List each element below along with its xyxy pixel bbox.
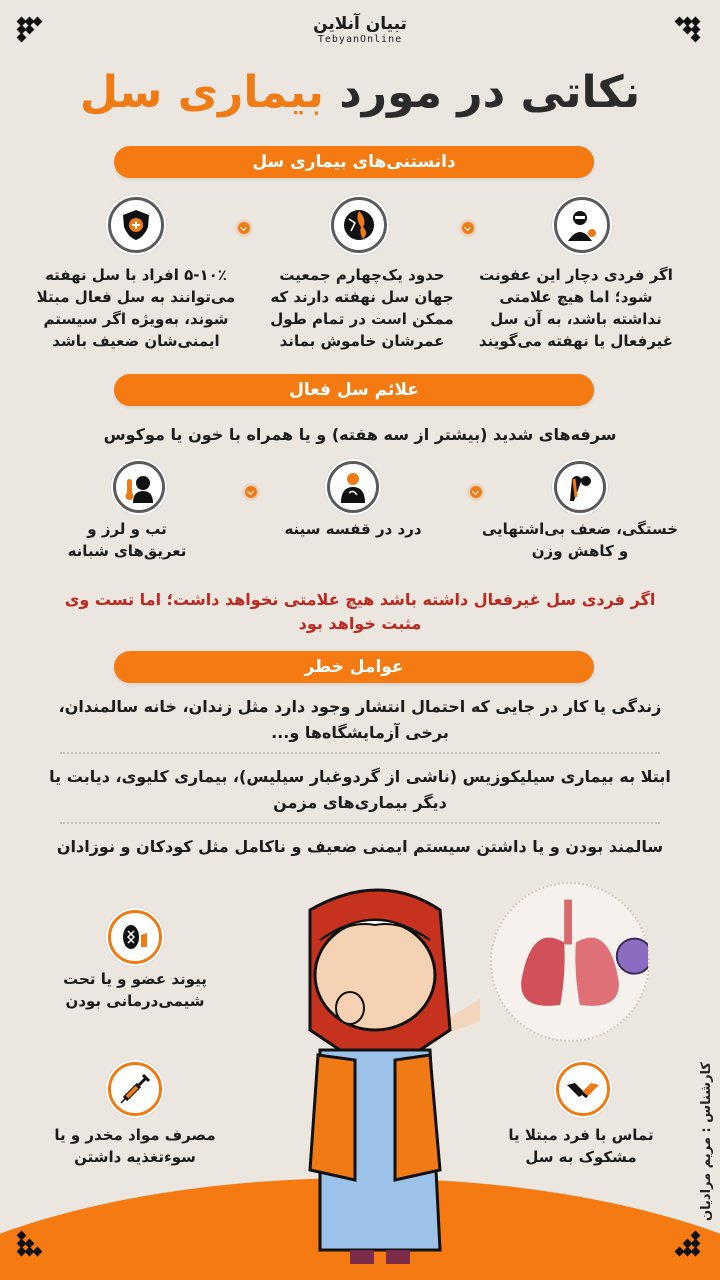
logo-persian: تبیان آنلاین	[313, 14, 407, 34]
chest-pain-icon	[327, 461, 379, 513]
syringe-icon	[108, 1062, 162, 1116]
lungs-illustration	[490, 882, 650, 1042]
coughing-woman-illustration	[280, 880, 480, 1270]
risk-transplant-text: پیوند عضو و یا تحت شیمی‌درمانی بودن	[63, 970, 207, 1010]
fact-text-latent: اگر فردی دچار این عفونت شود؛ اما هیچ علامتی نداشته باشد، به آن سل غیرفعال یا نهفته می‌گویند	[478, 266, 674, 350]
symptom-cough-text: سرفه‌های شدید (بیشتر از سه هفته) و یا همراه با خون یا موکوس	[103, 425, 617, 444]
section-heading-facts: دانستنی‌های بیماری سل	[114, 146, 594, 178]
handshake-icon	[556, 1062, 610, 1116]
risk-drugs-text: مصرف مواد مخدر و یا سوءتغذیه داشتن	[54, 1126, 216, 1166]
symptom-fatigue-text: خستگی، ضعف بی‌اشتهایی و کاهش وزن	[481, 520, 679, 560]
title-accent-part: بیماری سل	[79, 67, 324, 118]
fatigue-icon	[554, 461, 606, 513]
section-heading-risks: عوامل خطر	[114, 651, 594, 683]
divider	[60, 822, 660, 824]
chevron-down-icon	[245, 486, 257, 498]
risk-contact-text: تماس با فرد مبتلا یا مشکوک به سل	[508, 1126, 654, 1166]
fact-text-quarter-world: حدود یک‌چهارم جمعیت جهان سل نهفته دارند که ممکن است در تمام طول عمرشان خاموش بماند	[270, 266, 454, 350]
chevron-down-icon	[470, 486, 482, 498]
section-heading-symptoms: علائم سل فعال	[114, 374, 594, 406]
divider	[60, 752, 660, 754]
logo-latin: TebyanOnline	[317, 34, 403, 45]
risk-item-crowded-places: زندگی یا کار در جایی که احتمال انتشار وجود دارد مثل زندان، خانه سالمندان، برخی آزمایشگاه‌ها و...	[58, 697, 662, 742]
fever-thermometer-icon	[113, 461, 165, 513]
title-dark-part: نکاتی در مورد	[339, 67, 641, 118]
symptom-chest-pain-text: درد در قفسه سینه	[284, 520, 422, 538]
page-title	[0, 62, 720, 124]
shield-plus-icon	[108, 197, 164, 253]
symptom-fever-text: تب و لرز و تعریق‌های شبانه	[67, 520, 187, 560]
brand-logo	[0, 14, 720, 45]
sneezing-person-icon	[554, 197, 610, 253]
corner-ornament-bottom-left	[18, 1232, 48, 1262]
latent-warning-text: اگر فردی سل غیرفعال داشته باشد هیچ علامتی نخواهد داشت؛ اما تست وی مثبت خواهد بود	[64, 590, 656, 633]
credit-expert: کارشناس : مریم مرادیان	[699, 1062, 714, 1221]
chevron-down-icon	[238, 222, 250, 234]
chevron-down-icon	[462, 222, 474, 234]
risk-item-chronic-disease: ابتلا به بیماری سیلیکوزیس (ناشی از گردوغبار سیلیس)، بیماری کلیوی، دیابت یا دیگر بیماری‌های مزمن	[49, 767, 671, 812]
fact-text-5-10-percent: ۵-۱۰٪ افراد با سل نهفته می‌توانند به سل فعال مبتلا شوند، به‌ویژه اگر سیستم ایمنی‌شان ضعیف باشد	[36, 266, 236, 350]
kidney-transplant-icon	[108, 910, 162, 964]
risk-item-weak-immunity: سالمند بودن و یا داشتن سیستم ایمنی ضعیف و ناکامل مثل کودکان و نوزادان	[56, 837, 664, 856]
corner-ornament-bottom-right	[676, 1232, 706, 1262]
globe-icon	[331, 197, 387, 253]
